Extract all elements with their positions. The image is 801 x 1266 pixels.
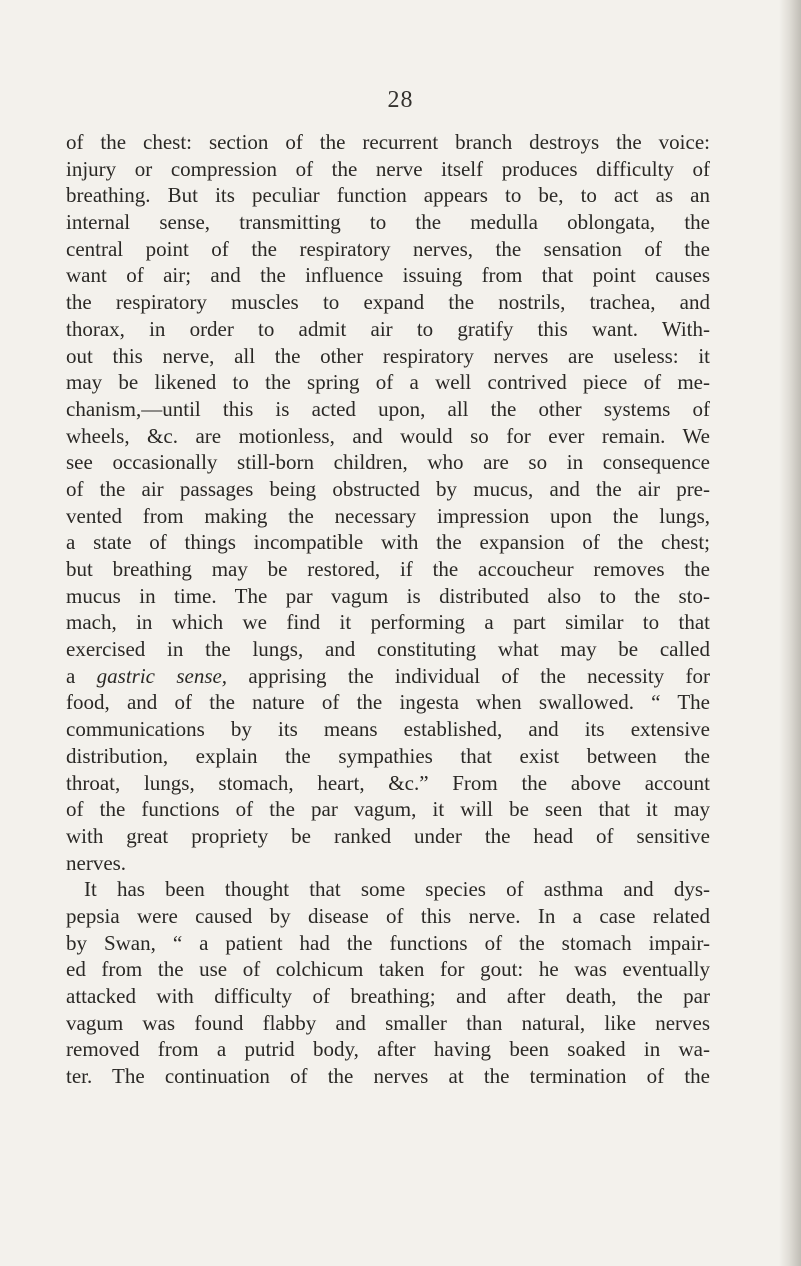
text-line: ed from the use of colchicum taken for gout: he was eventually (66, 957, 710, 982)
text-line: mucus in time. The par vagum is distributed also to the sto- (66, 583, 710, 608)
text-line: of the chest: section of the recurrent branch destroys the voice: (66, 130, 710, 154)
text-line: mach, in which we find it performing a part similar to that (66, 610, 710, 635)
text-line: by Swan, “ a patient had the functions of the stomach impair- (66, 930, 710, 955)
text-line: internal sense, transmitting to the medulla oblongata, the (66, 210, 710, 235)
text-line: food, and of the nature of the ingesta when swallowed. “ The (66, 690, 710, 715)
text-line: but breathing may be restored, if the accoucheur removes the (66, 557, 710, 581)
text-line: attacked with difficulty of breathing; and after death, the par (66, 984, 710, 1008)
text-line: distribution, explain the sympathies that exist between the (66, 743, 710, 768)
text-line: communications by its means established, and its extensive (66, 717, 710, 742)
text-line: central point of the respiratory nerves, the sensation of the (66, 236, 710, 261)
text-line: see occasionally still-born children, who are so in consequence (66, 450, 710, 475)
paragraph-start-line: It has been thought that some species of asthma and dys- (84, 877, 710, 902)
text-line: out this nerve, all the other respiratory nerves are useless: it (66, 343, 710, 368)
text-line: pepsia were caused by disease of this nerve. In a case related (66, 903, 710, 928)
text-line: vented from making the necessary impression upon the lungs, (66, 503, 710, 528)
text-line: a state of things incompatible with the expansion of the chest; (66, 530, 710, 555)
text-line: injury or compression of the nerve itself produces difficulty of (66, 156, 710, 181)
paragraph-end-line: nerves. (66, 850, 127, 875)
text-line: wheels, &c. are motionless, and would so for ever remain. We (66, 423, 710, 448)
text-line: the respiratory muscles to expand the nostrils, trachea, and (66, 290, 710, 315)
text-line: vagum was found flabby and smaller than natural, like nerves (66, 1010, 710, 1035)
text-line: may be likened to the spring of a well contrived piece of me- (66, 370, 710, 395)
text-line: with great propriety be ranked under the head of sensitive (66, 823, 710, 848)
italic-term-gastric-sense: gastric sense, (96, 663, 228, 688)
text-fragment: a (66, 663, 97, 688)
page-number: 28 (387, 87, 414, 113)
text-line: breathing. But its peculiar function appears to be, to act as an (66, 183, 710, 208)
text-line: of the air passages being obstructed by mucus, and the air pre- (66, 476, 710, 501)
text-line: exercised in the lungs, and constituting what may be called (66, 637, 710, 662)
text-line: thorax, in order to admit air to gratify this want. With- (66, 316, 710, 341)
text-line: of the functions of the par vagum, it will be seen that it may (66, 797, 710, 822)
page-edge-shadow (779, 0, 801, 1266)
text-line: removed from a putrid body, after having been soaked in wa- (66, 1037, 710, 1062)
text-fragment: apprising the individual of the necessity for (227, 663, 710, 688)
text-line: want of air; and the influence issuing from that point causes (66, 263, 710, 288)
text-line: chanism,—until this is acted upon, all the other systems of (66, 396, 710, 421)
body-text (66, 129, 710, 1090)
text-line: throat, lungs, stomach, heart, &c.” From the above account (66, 770, 710, 795)
text-line: ter. The continuation of the nerves at the termination of the (66, 1064, 710, 1089)
text-line-gastric-sense (66, 663, 710, 690)
